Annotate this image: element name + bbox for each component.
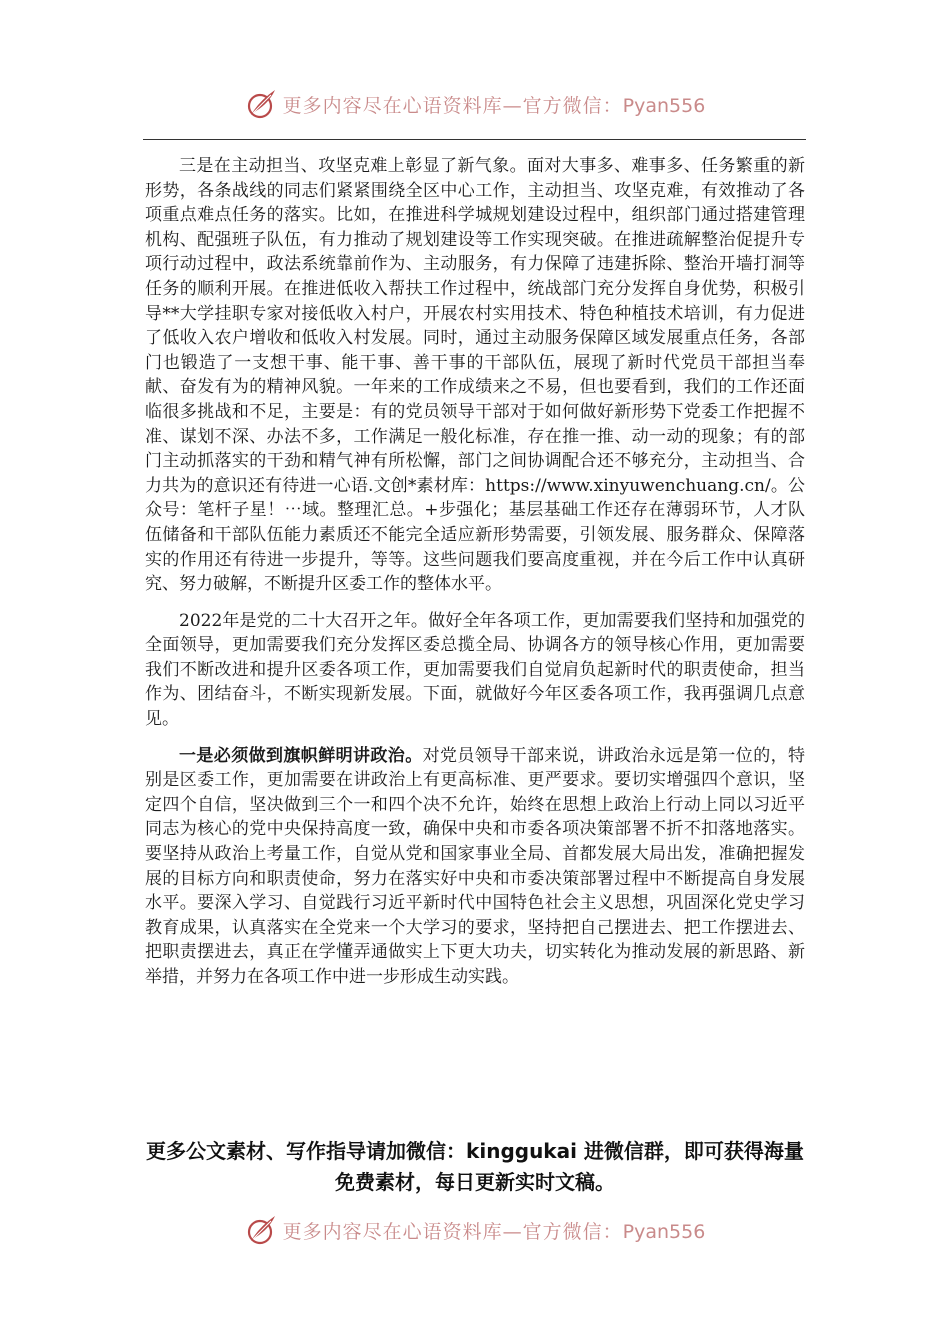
point-one-text: 对党员领导干部来说，讲政治永远是第一位的，特别是区委工作，更加需要在讲政治上有更高标准、更严要求。要切实增强四个意识，坚定四个自信，坚决做到三个一和四个决不允许，始终在思想上政治上行动上同以习近平同志为核心的党中央保持高度一致，确保中央和市委各项决策部署不折不扣落地落实。要坚持从政治上考量工作，自觉从党和国家事业全局、首都发展大局出发，准确把握发展的目标方向和职责使命，努力在落实好中央和市委决策部署过程中不断提高自身发展水平。要深入学习、自觉践行习近平新时代中国特色社会主义思想，巩固深化党史学习教育成果，认真落实在全党来一个大学习的要求，坚持把自己摆进去、把工作摆进去、把职责摆进去，真正在学懂弄通做实上下更大功夫，切实转化为推动发展的新思路、新举措，并努力在各项工作中进一步形成生动实践。 bbox=[145, 745, 806, 987]
paragraph-3 bbox=[145, 744, 805, 990]
footer-banner bbox=[0, 1210, 950, 1250]
header-banner-text: 更多内容尽在心语资料库—官方微信：Pyan556 bbox=[282, 94, 706, 117]
point-one-heading: 一是必须做到旗帜鲜明讲政治。 bbox=[179, 745, 423, 766]
header-divider bbox=[143, 139, 806, 140]
quill-pen-logo-icon bbox=[245, 1213, 279, 1247]
footer-promo-note: 更多公文素材、写作指导请加微信：kinggukai 进微信群，即可获得海量免费素材，每日更新实时文稿。 bbox=[146, 1139, 804, 1194]
quill-pen-logo-icon bbox=[245, 87, 279, 121]
footer-banner-text: 更多内容尽在心语资料库—官方微信：Pyan556 bbox=[282, 1220, 706, 1243]
footer-wechat-id: Pyan556 bbox=[622, 1220, 706, 1243]
header-banner bbox=[0, 84, 950, 124]
document-body bbox=[145, 154, 805, 1002]
paragraph-2: 2022年是党的二十大召开之年。做好全年各项工作，更加需要我们坚持和加强党的全面领导，更加需要我们充分发挥区委总揽全局、协调各方的领导核心作用，更加需要我们不断改进和提升区委各项工作，更加需要我们自觉肩负起新时代的职责使命，担当作为、团结奋斗，不断实现新发展。下面，就做好今年区委各项工作，我再强调几点意见。 bbox=[145, 610, 805, 730]
paragraph-1: 三是在主动担当、攻坚克难上彰显了新气象。面对大事多、难事多、任务繁重的新形势，各条战线的同志们紧紧围绕全区中心工作，主动担当、攻坚克难，有效推动了各项重点难点任务的落实。比如，在推进科学城规划建设过程中，组织部门通过搭建管理机构、配强班子队伍，有力推动了规划建设等工作实现突破。在推进疏解整治促提升专项行动过程中，政法系统靠前作为、主动服务，有力保障了违建拆除、整治开墙打洞等任务的顺利开展。在推进低收入帮扶工作过程中，统战部门充分发挥自身优势，积极引导**大学挂职专家对接低收入村户，开展农村实用技术、特色种植技术培训，有力促进了低收入农户增收和低收入村发展。同时，通过主动服务保障区域发展重点任务，各部门也锻造了一支想干事、能干事、善干事的干部队伍，展现了新时代党员干部担当奉献、奋发有为的精神风貌。一年来的工作成绩来之不易，但也要看到，我们的工作还面临很多挑战和不足，主要是：有的党员领导干部对于如何做好新形势下党委工作把握不准、谋划不深、办法不多，工作满足一般化标准，存在推一推、动一动的现象；有的部门主动抓落实的干劲和精气神有所松懈，部门之间协调配合还不够充分，主动担当、合力共为的意识还有待进一心语.文创*素材库：https://www.xinyuwenchuang.cn/。公众号：笔杆子星！⋯域。整理汇总。+步强化；基层基础工作还存在薄弱环节，人才队伍储备和干部队伍能力素质还不能完全适应新形势需要，引领发展、服务群众、保障落实的作用还有待进一步提升，等等。这些问题我们要高度重视，并在今后工作中认真研究、努力破解，不断提升区委工作的整体水平。 bbox=[145, 156, 805, 595]
header-wechat-id: Pyan556 bbox=[622, 94, 706, 117]
